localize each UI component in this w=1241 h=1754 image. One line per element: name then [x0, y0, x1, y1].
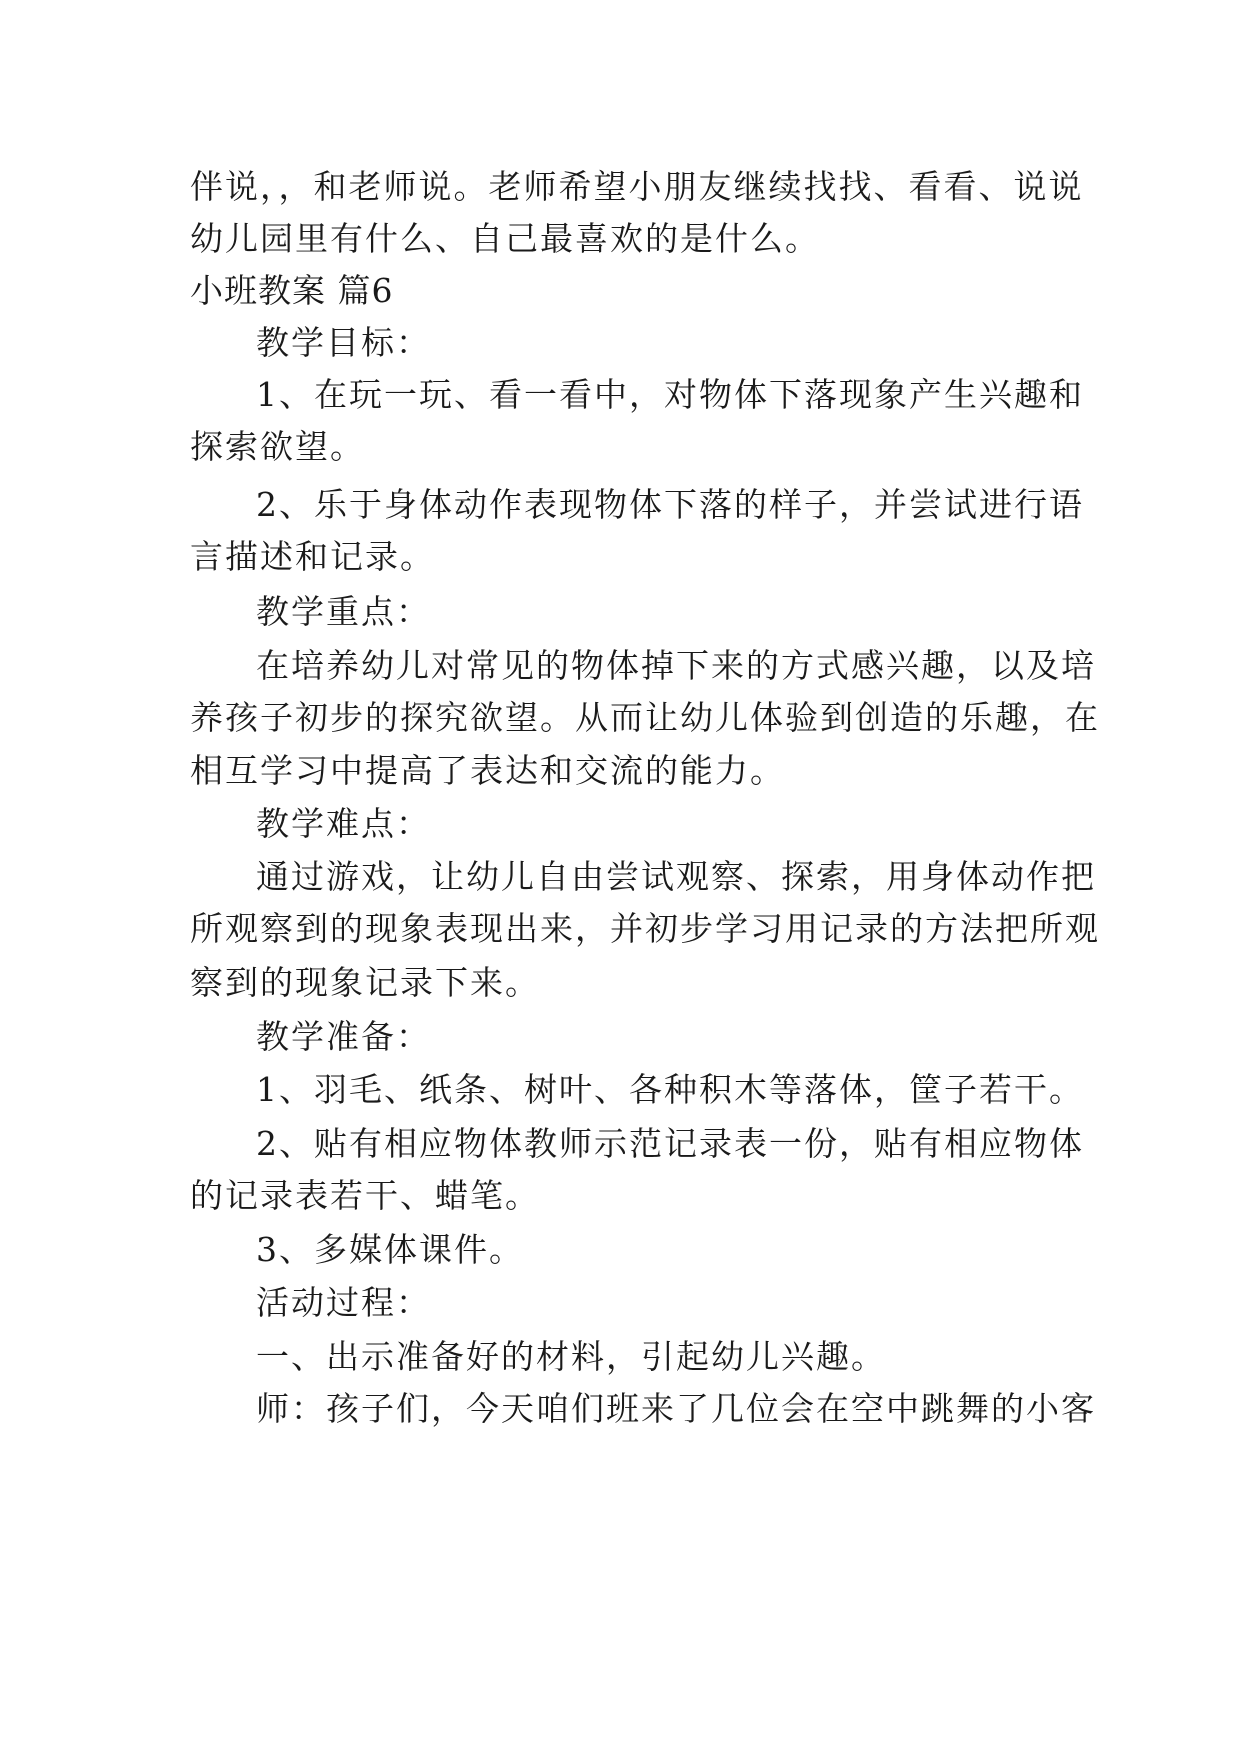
- paragraph-line: 养孩子初步的探究欲望。从而让幼儿体验到创造的乐趣，在: [190, 698, 1100, 737]
- paragraph-line: 相互学习中提高了表达和交流的能力。: [190, 751, 785, 790]
- subheading-difficulties: 教学难点：: [256, 804, 431, 843]
- paragraph-line: 的记录表若干、蜡笔。: [190, 1176, 540, 1215]
- paragraph-line: 幼儿园里有什么、自己最喜欢的是什么。: [190, 219, 820, 258]
- paragraph-line: 察到的现象记录下来。: [190, 963, 540, 1002]
- paragraph-line: 1、羽毛、纸条、树叶、各种积木等落体，筐子若干。: [256, 1070, 1084, 1109]
- subheading-preparation: 教学准备：: [256, 1017, 431, 1056]
- paragraph-line: 一、出示准备好的材料，引起幼儿兴趣。: [256, 1337, 886, 1376]
- paragraph-line: 师：孩子们，今天咱们班来了几位会在空中跳舞的小客: [256, 1389, 1096, 1428]
- paragraph-line: 伴说，，和老师说。老师希望小朋友继续找找、看看、说说: [190, 167, 1084, 206]
- paragraph-line: 言描述和记录。: [190, 537, 435, 576]
- paragraph-line: 探索欲望。: [190, 427, 365, 466]
- subheading-goals: 教学目标：: [256, 323, 431, 362]
- paragraph-line: 1、在玩一玩、看一看中，对物体下落现象产生兴趣和: [256, 375, 1084, 414]
- paragraph-line: 通过游戏，让幼儿自由尝试观察、探索，用身体动作把: [256, 857, 1096, 896]
- paragraph-line: 2、乐于身体动作表现物体下落的样子，并尝试进行语: [256, 485, 1084, 524]
- paragraph-line: 3、多媒体课件。: [256, 1230, 524, 1269]
- paragraph-line: 在培养幼儿对常见的物体掉下来的方式感兴趣，以及培: [256, 646, 1096, 685]
- subheading-key-points: 教学重点：: [256, 592, 431, 631]
- section-heading: 小班教案 篇6: [190, 271, 394, 310]
- paragraph-line: 所观察到的现象表现出来，并初步学习用记录的方法把所观: [190, 909, 1100, 948]
- paragraph-line: 2、贴有相应物体教师示范记录表一份，贴有相应物体: [256, 1124, 1084, 1163]
- subheading-process: 活动过程：: [256, 1283, 431, 1322]
